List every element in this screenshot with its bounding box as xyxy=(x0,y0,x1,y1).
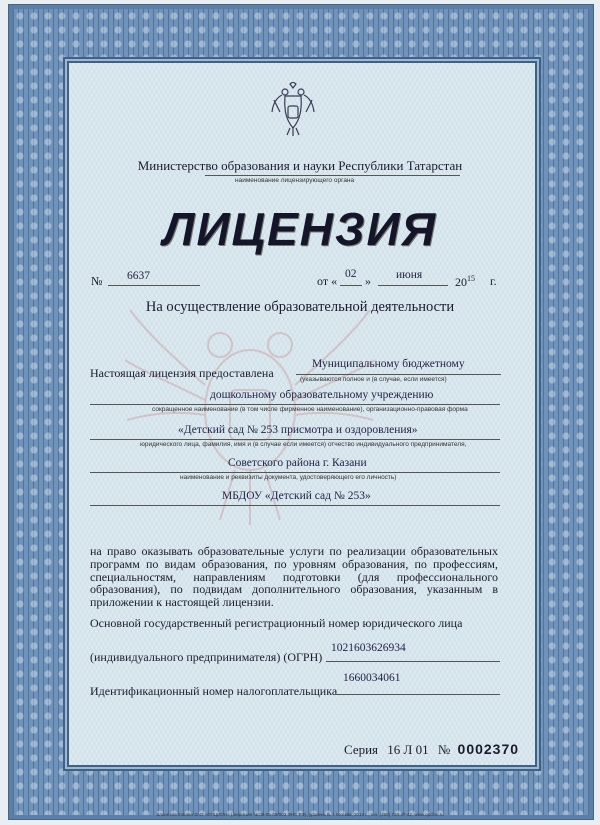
grantee-underline-3 xyxy=(90,439,500,440)
issuer-name: Министерство образования и науки Республики Татарстан xyxy=(137,158,463,173)
date-year: $20^{15}$ xyxy=(455,274,475,289)
date-day: 02 xyxy=(345,268,357,280)
grantee-underline-1 xyxy=(296,374,501,375)
number-label: № xyxy=(91,274,103,288)
inn-label: Идентификационный номер налогоплательщика xyxy=(90,684,338,698)
ogrn-value: 1021603626934 xyxy=(331,642,406,654)
grantee-underline-4 xyxy=(90,472,500,473)
ogrn-label-line-1: Основной государственный регистрационный номер юридического лица xyxy=(90,616,463,630)
date-month: июня xyxy=(396,269,423,281)
year-label: г. xyxy=(490,274,497,288)
grantee-label: Настоящая лицензия предоставлена xyxy=(90,366,274,380)
grantee-caption-4: наименование и реквизиты документа, удостоверяющего его личность) xyxy=(180,474,397,481)
license-subject: На осуществление образовательной деятельности xyxy=(145,299,455,315)
document-title: ЛИЦЕНЗИЯ xyxy=(162,203,438,255)
form-series: Серия 16 Л 01 № 0002370 xyxy=(344,741,520,757)
date-mid: » xyxy=(365,274,371,288)
printer-footer: Бланк изготовлен ЗАО «ОПЦИОН» (лицензия № 05-05-09/003 ФНС РФ), уровень Б, г. Москва, 2014 г., тел. (495) 726-47-42, www.opcion.ru xyxy=(156,812,444,817)
month-underline xyxy=(378,285,448,286)
day-underline xyxy=(340,285,362,286)
ogrn-underline xyxy=(326,661,500,662)
coat-of-arms-icon xyxy=(270,82,316,136)
grantee-short-name: МБДОУ «Детский сад № 253» xyxy=(222,490,371,502)
ogrn-label-line-2: (индивидуального предпринимателя) (ОГРН) xyxy=(90,650,323,664)
grantee-line-1: Муниципальному бюджетному xyxy=(312,358,465,370)
date-prefix: от « xyxy=(317,274,338,288)
license-number: 6637 xyxy=(127,270,150,282)
grantee-line-2: дошкольному образовательному учреждению xyxy=(210,389,434,401)
number-underline xyxy=(108,285,200,286)
grantee-caption-3: юридического лица, фамилия, имя и (в случае если имеется) отчество индивидуального предпринимателя, xyxy=(140,441,467,448)
grantee-caption-1: (указываются полное и (в случае, если имеется) xyxy=(300,376,447,383)
grantee-underline-2 xyxy=(90,404,500,405)
grantee-line-3: «Детский сад № 253 присмотра и оздоровления» xyxy=(178,424,418,436)
grantee-underline-5 xyxy=(90,505,500,506)
inn-underline xyxy=(336,694,500,695)
inn-value: 1660034061 xyxy=(343,672,401,684)
issuer-caption: наименование лицензирующего органа xyxy=(235,177,355,184)
grantee-line-4: Советского района г. Казани xyxy=(228,457,367,469)
grantee-caption-2: сокращенное наименование (в том числе фирменное наименование), организационно-правовая форма xyxy=(152,406,468,413)
issuer-underline xyxy=(205,175,460,176)
rights-paragraph: на право оказывать образовательные услуги по реализации образовательных программ по видам образования, по уровням образования, по профессиям, специальностям, направлениям подготовки (для профессионального образования), по подвидам дополнительного образования, указанным в приложении к настоящей лицензии. xyxy=(90,544,498,610)
